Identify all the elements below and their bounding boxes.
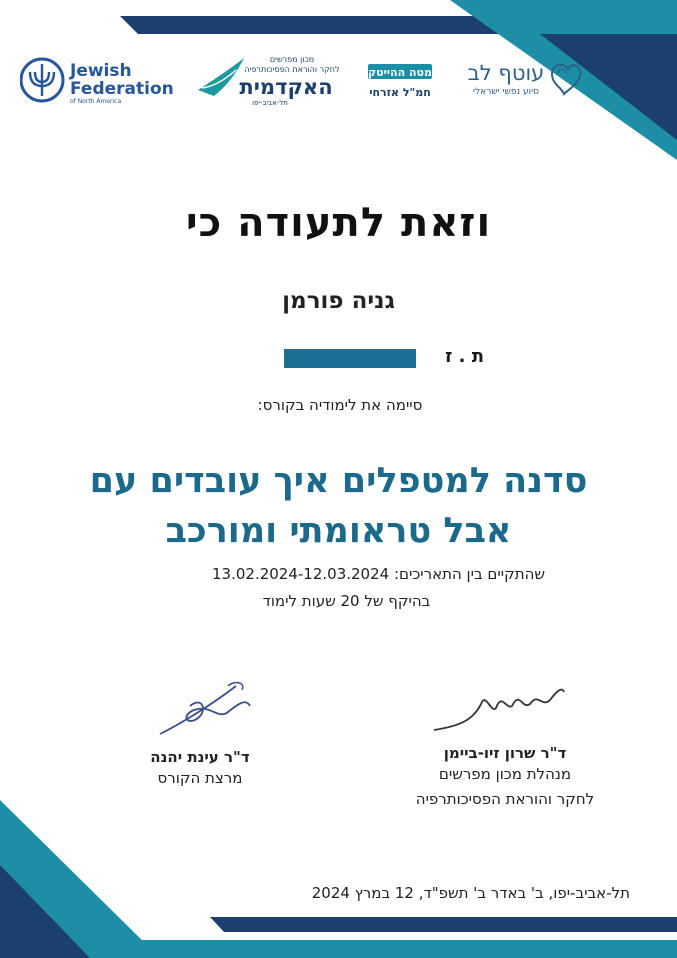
course-hours: בהיקף של 20 שעות לימוד — [262, 592, 431, 610]
finished-text: סיימה את לימודיה בקורס: — [257, 396, 423, 414]
id-label: ת . ז — [445, 346, 484, 367]
jewish-federation-logo — [20, 52, 180, 108]
hightech-line2: חמ"ל אזרחי — [369, 86, 431, 99]
signature-right-role-line2: לחקר והוראת הפסיכותרפיה — [415, 790, 595, 808]
id-redaction-bar — [284, 349, 416, 368]
signature-right — [380, 744, 630, 812]
bottom-bar-dark — [210, 917, 677, 932]
hightech-line1: מטה ההייטק — [368, 66, 432, 79]
otef-lev-logo — [452, 52, 582, 108]
course-title — [0, 456, 677, 556]
signature-right-drawing — [430, 680, 570, 736]
academit-line2: לחקר והוראת הפסיכותרפיה — [244, 65, 340, 74]
certificate-title: וזאת לתעודה כי — [185, 200, 492, 246]
otef-sub: סיוע נפשי ישראלי — [473, 87, 539, 97]
signature-left-role: מרצת הקורס — [157, 769, 243, 787]
course-title-line1: סדנה למטפלים איך עובדים עם — [89, 461, 588, 501]
academit-line1: מכון מפרשים — [269, 55, 315, 64]
signature-left-name: ד"ר עינת יהנה — [150, 748, 250, 766]
otef-main: עוטף לב — [467, 61, 545, 85]
logos-row — [0, 52, 677, 112]
academit-sub: תל-אביב-יפו — [252, 99, 288, 107]
signature-left-drawing — [150, 676, 260, 742]
recipient-name: גניה פורמן — [282, 288, 395, 314]
federation-line1: Jewish — [70, 61, 132, 81]
bottom-bar-teal — [100, 940, 677, 958]
academit-main: האקדמית — [239, 75, 333, 99]
signature-right-role-line1: מנהלת מכון מפרשים — [438, 765, 572, 783]
id-row — [284, 346, 484, 372]
signature-right-name: ד"ר שרון זיו-ביימן — [443, 744, 567, 762]
academit-logo — [196, 52, 348, 108]
federation-line2: Federation — [70, 79, 174, 99]
course-title-line2: אבל טראומתי ומורכב — [165, 511, 512, 551]
signature-left — [90, 748, 310, 791]
hightech-hq-logo — [364, 52, 436, 108]
footer-date-location: תל-אביב-יפו, ב' באדר ב' תשפ"ד, 12 במרץ 2024 — [311, 884, 630, 902]
federation-line3: of North America — [70, 98, 122, 105]
course-dates: שהתקיים בין התאריכים: 13.02.2024-12.03.2024 — [212, 565, 545, 583]
